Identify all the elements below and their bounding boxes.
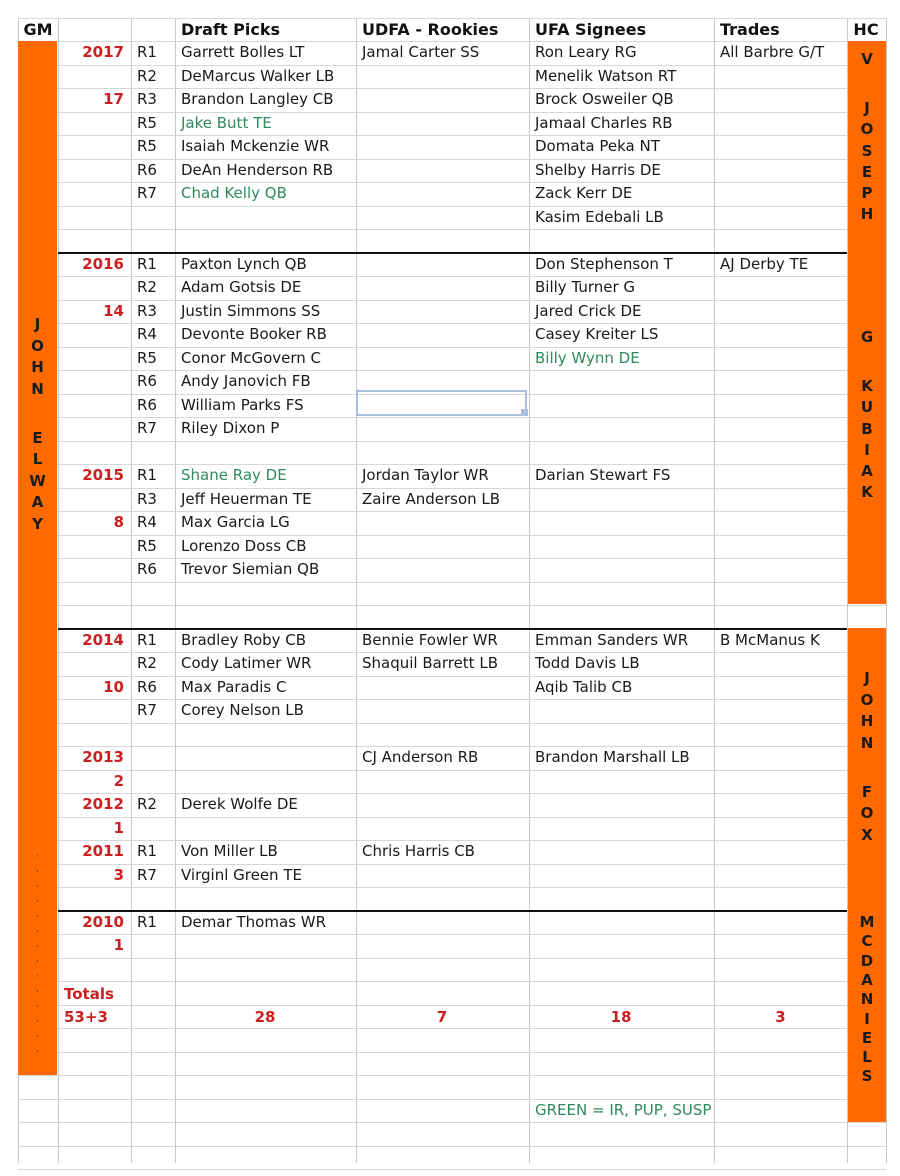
draft-pick-cell[interactable]: Adam Gotsis DE — [181, 278, 302, 296]
ufa-cell[interactable]: Billy Wynn DE — [535, 348, 640, 367]
grid-row-line — [18, 887, 886, 888]
decorative-dot: · — [36, 972, 39, 982]
grid-row-line — [18, 958, 886, 959]
totals-udfa[interactable]: 7 — [436, 1008, 448, 1026]
legend-note[interactable]: GREEN = IR, PUP, SUSP — [535, 1101, 712, 1119]
ufa-cell[interactable]: Menelik Watson RT — [535, 66, 677, 85]
ufa-cell[interactable]: Shelby Harris DE — [535, 160, 661, 179]
vertical-letter: N — [860, 990, 874, 1009]
round-cell[interactable]: R3 — [137, 90, 157, 108]
vertical-letter: N — [860, 733, 874, 752]
ufa-cell[interactable]: Billy Turner G — [535, 278, 636, 296]
hc-column-bar-broncos-early — [848, 628, 886, 1122]
vertical-letter: H — [860, 205, 874, 224]
grid-row-line — [18, 206, 886, 207]
hc-name-mcdaniels — [848, 628, 886, 1122]
grid-row-line — [18, 1169, 886, 1170]
vertical-letter: H — [860, 712, 874, 730]
round-cell[interactable]: R2 — [137, 654, 157, 672]
totals-overall[interactable]: 53+3 — [64, 1008, 108, 1026]
season-year[interactable]: 2012 — [82, 795, 124, 813]
round-cell[interactable]: R4 — [137, 325, 157, 343]
season-year[interactable]: 2015 — [82, 466, 124, 484]
round-cell[interactable]: R6 — [137, 677, 157, 696]
season-year[interactable]: 2017 — [82, 43, 124, 61]
draft-pick-cell[interactable]: Max Garcia LG — [181, 513, 290, 531]
vertical-letter: B — [861, 419, 873, 438]
round-cell[interactable]: R7 — [137, 701, 157, 719]
draft-pick-cell[interactable]: Bradley Roby CB — [181, 630, 307, 649]
vertical-letter: N — [31, 379, 44, 398]
vertical-letter: D — [860, 951, 874, 970]
grid-row-line — [18, 582, 886, 583]
grid-row-line — [18, 770, 886, 771]
draft-pick-cell[interactable]: Virginl Green TE — [181, 865, 302, 884]
grid-column-line — [886, 18, 887, 1163]
draft-pick-cell[interactable]: Von Miller LB — [181, 842, 278, 860]
round-cell[interactable]: R6 — [137, 560, 157, 578]
draft-pick-cell[interactable]: Shane Ray DE — [181, 466, 287, 484]
round-cell[interactable]: R3 — [137, 489, 157, 508]
header-draft-picks[interactable]: Draft Picks — [181, 20, 281, 39]
vertical-letter: L — [862, 1048, 872, 1067]
vertical-letter: W — [29, 471, 46, 490]
ufa-cell[interactable]: Don Stephenson T — [535, 254, 673, 273]
ufa-cell[interactable]: Domata Peka NT — [535, 137, 660, 155]
grid-row-line — [18, 1075, 886, 1076]
draft-pick-cell[interactable]: Brandon Langley CB — [181, 90, 334, 108]
draft-pick-cell[interactable]: Trevor Siemian QB — [181, 560, 320, 578]
grid-row-line — [18, 1122, 886, 1123]
header-ufa-signees[interactable]: UFA Signees — [535, 20, 647, 39]
decorative-dot: · — [36, 957, 39, 967]
grid-row-line — [18, 981, 886, 982]
vertical-letter: V — [861, 50, 873, 68]
vertical-letter: I — [864, 1009, 870, 1028]
round-cell[interactable]: R5 — [137, 137, 157, 155]
selected-cell[interactable] — [356, 390, 527, 416]
trade-cell[interactable]: B McManus K — [720, 630, 820, 649]
vertical-letter: J — [864, 98, 870, 117]
ufa-cell[interactable]: Darian Stewart FS — [535, 466, 671, 484]
season-year[interactable]: 2014 — [82, 630, 124, 649]
season-count[interactable]: 17 — [103, 90, 124, 108]
vertical-letter: A — [861, 462, 873, 481]
vertical-letter: K — [861, 376, 873, 395]
vertical-letter: J — [864, 669, 870, 687]
draft-pick-cell[interactable]: Demar Thomas WR — [181, 912, 327, 931]
vertical-letter: O — [860, 804, 874, 823]
decorative-dot: · — [36, 927, 39, 937]
ufa-cell[interactable]: Todd Davis LB — [535, 654, 640, 672]
totals-draft[interactable]: 28 — [254, 1008, 276, 1026]
draft-pick-cell[interactable]: Devonte Booker RB — [181, 325, 327, 343]
draft-pick-cell[interactable]: Jake Butt TE — [181, 113, 272, 132]
round-cell[interactable]: R3 — [137, 301, 157, 320]
vertical-letter: G — [860, 328, 874, 346]
decorative-dot: · — [36, 1032, 39, 1042]
round-cell[interactable]: R1 — [137, 254, 157, 273]
draft-pick-cell[interactable]: Chad Kelly QB — [181, 184, 287, 202]
round-cell[interactable]: R7 — [137, 419, 157, 437]
vertical-letter: X — [861, 825, 873, 844]
round-cell[interactable]: R5 — [137, 348, 157, 367]
totals-label[interactable]: Totals — [64, 985, 114, 1003]
vertical-letter: S — [861, 141, 873, 160]
hc-name-kubiak — [848, 41, 886, 604]
draft-pick-cell[interactable]: Paxton Lynch QB — [181, 254, 307, 273]
season-year[interactable]: 2013 — [82, 748, 124, 766]
season-count[interactable]: 1 — [113, 818, 124, 837]
ufa-cell[interactable]: Jamaal Charles RB — [535, 113, 673, 132]
vertical-letter: J — [34, 315, 41, 333]
round-cell[interactable]: R5 — [137, 536, 157, 555]
decorative-dot: · — [36, 867, 39, 877]
vertical-letter: K — [861, 483, 873, 502]
draft-pick-cell[interactable]: DeAn Henderson RB — [181, 160, 334, 179]
round-cell[interactable]: R1 — [137, 43, 157, 61]
round-cell[interactable]: R6 — [137, 160, 157, 179]
vertical-letter: Y — [32, 514, 43, 533]
header-trades[interactable]: Trades — [720, 20, 780, 39]
round-cell[interactable]: R6 — [137, 395, 157, 414]
ufa-cell[interactable]: Ron Leary RG — [535, 43, 637, 61]
decorative-dot: · — [36, 1017, 39, 1027]
decorative-dot: · — [36, 987, 39, 997]
udfa-cell[interactable]: CJ Anderson RB — [362, 748, 479, 766]
ufa-cell[interactable]: Kasim Edebali LB — [535, 207, 664, 226]
header-hc[interactable]: HC — [853, 20, 879, 39]
draft-pick-cell[interactable]: Andy Janovich FB — [181, 372, 311, 390]
draft-pick-cell[interactable]: William Parks FS — [181, 395, 304, 414]
round-cell[interactable]: R2 — [137, 278, 157, 296]
header-gm[interactable]: GM — [23, 20, 53, 39]
draft-pick-cell[interactable]: DeMarcus Walker LB — [181, 66, 335, 85]
udfa-cell[interactable]: Zaire Anderson LB — [362, 489, 501, 508]
vertical-letter: H — [31, 358, 44, 376]
ufa-cell[interactable]: Brandon Marshall LB — [535, 748, 690, 766]
draft-pick-cell[interactable]: Derek Wolfe DE — [181, 795, 298, 813]
grid-column-line — [356, 18, 357, 1163]
grid-row-line — [18, 934, 886, 935]
vertical-letter: F — [861, 782, 873, 801]
vertical-letter: P — [861, 184, 873, 203]
udfa-cell[interactable]: Bennie Fowler WR — [362, 630, 498, 649]
vertical-letter: A — [861, 970, 873, 989]
vertical-letter: I — [864, 440, 870, 459]
round-cell[interactable]: R2 — [137, 795, 157, 813]
season-count[interactable]: 3 — [113, 865, 124, 884]
udfa-cell[interactable]: Chris Harris CB — [362, 842, 475, 860]
vertical-letter: O — [860, 690, 874, 709]
trade-cell[interactable]: AJ Derby TE — [720, 254, 809, 273]
vertical-letter: O — [860, 120, 874, 139]
ufa-cell[interactable]: Emman Sanders WR — [535, 630, 689, 649]
draft-pick-cell[interactable]: Garrett Bolles LT — [181, 43, 305, 61]
draft-pick-cell[interactable]: Max Paradis C — [181, 677, 287, 696]
draft-pick-cell[interactable]: Lorenzo Doss CB — [181, 536, 307, 555]
vertical-letter: E — [32, 428, 43, 447]
udfa-cell[interactable]: Jordan Taylor WR — [362, 466, 489, 484]
season-year[interactable]: 2010 — [82, 912, 124, 931]
round-cell[interactable]: R7 — [137, 184, 157, 202]
draft-pick-cell[interactable]: Isaiah Mckenzie WR — [181, 137, 330, 155]
totals-trades[interactable]: 3 — [775, 1008, 786, 1026]
ufa-cell[interactable]: Jared Crick DE — [535, 301, 642, 320]
season-count[interactable]: 10 — [103, 677, 124, 696]
season-count[interactable]: 14 — [103, 301, 124, 320]
draft-pick-cell[interactable]: Conor McGovern C — [181, 348, 322, 367]
totals-ufa[interactable]: 18 — [610, 1008, 632, 1026]
ufa-cell[interactable]: Casey Kreiter LS — [535, 325, 659, 343]
vertical-letter: E — [861, 162, 873, 181]
udfa-cell[interactable]: Shaquil Barrett LB — [362, 654, 498, 672]
hc-column-bar-broncos-recent — [848, 41, 886, 604]
round-cell[interactable]: R1 — [137, 912, 157, 931]
ufa-cell[interactable]: Aqib Talib CB — [535, 677, 633, 696]
decorative-dot: · — [36, 882, 39, 892]
grid-row-line — [18, 1052, 886, 1053]
grid-row-line — [18, 605, 886, 606]
season-count[interactable]: 1 — [113, 936, 124, 954]
vertical-letter: E — [861, 1028, 873, 1047]
season-count[interactable]: 2 — [113, 771, 124, 790]
grid-row-line — [18, 817, 886, 818]
vertical-letter: U — [860, 398, 874, 417]
round-cell[interactable]: R7 — [137, 865, 157, 884]
vertical-letter: C — [861, 932, 873, 951]
decorative-dot: · — [36, 1047, 39, 1057]
decorative-dot: · — [36, 897, 39, 907]
decorative-dot: · — [36, 942, 39, 952]
season-year[interactable]: 2016 — [82, 254, 124, 273]
header-udfa-rookies[interactable]: UDFA - Rookies — [362, 20, 499, 39]
grid-column-line — [714, 18, 715, 1163]
round-cell[interactable]: R2 — [137, 66, 157, 85]
draft-pick-cell[interactable]: Corey Nelson LB — [181, 701, 304, 719]
vertical-letter: A — [31, 493, 44, 512]
fill-handle[interactable] — [521, 409, 528, 416]
ufa-cell[interactable]: Zack Kerr DE — [535, 184, 633, 202]
grid-row-line — [18, 229, 886, 230]
round-cell[interactable]: R5 — [137, 113, 157, 132]
vertical-letter: S — [861, 1067, 873, 1086]
grid-row-line — [18, 1146, 886, 1147]
season-count[interactable]: 8 — [113, 513, 124, 531]
draft-pick-cell[interactable]: Justin Simmons SS — [181, 301, 321, 320]
round-cell[interactable]: R1 — [137, 630, 157, 649]
trade-cell[interactable]: All Barbre G/T — [720, 43, 825, 61]
season-year[interactable]: 2011 — [82, 842, 124, 860]
draft-pick-cell[interactable]: Jeff Heuerman TE — [181, 489, 312, 508]
vertical-letter: M — [859, 913, 875, 931]
decorative-dot: · — [36, 1002, 39, 1012]
gm-column-bar — [18, 41, 57, 1075]
udfa-cell[interactable]: Jamal Carter SS — [362, 43, 480, 61]
round-cell[interactable]: R6 — [137, 372, 157, 390]
vertical-letter: O — [31, 336, 44, 355]
decorative-dot: · — [36, 912, 39, 922]
round-cell[interactable]: R1 — [137, 466, 157, 484]
vertical-letter: L — [32, 450, 43, 469]
grid-row-line — [18, 441, 886, 442]
decorative-dot: · — [36, 852, 39, 862]
round-cell[interactable]: R4 — [137, 513, 157, 531]
ufa-cell[interactable]: Brock Osweiler QB — [535, 90, 674, 108]
round-cell[interactable]: R1 — [137, 842, 157, 860]
draft-pick-cell[interactable]: Cody Latimer WR — [181, 654, 312, 672]
draft-pick-cell[interactable]: Riley Dixon P — [181, 419, 280, 437]
grid-row-line — [18, 723, 886, 724]
